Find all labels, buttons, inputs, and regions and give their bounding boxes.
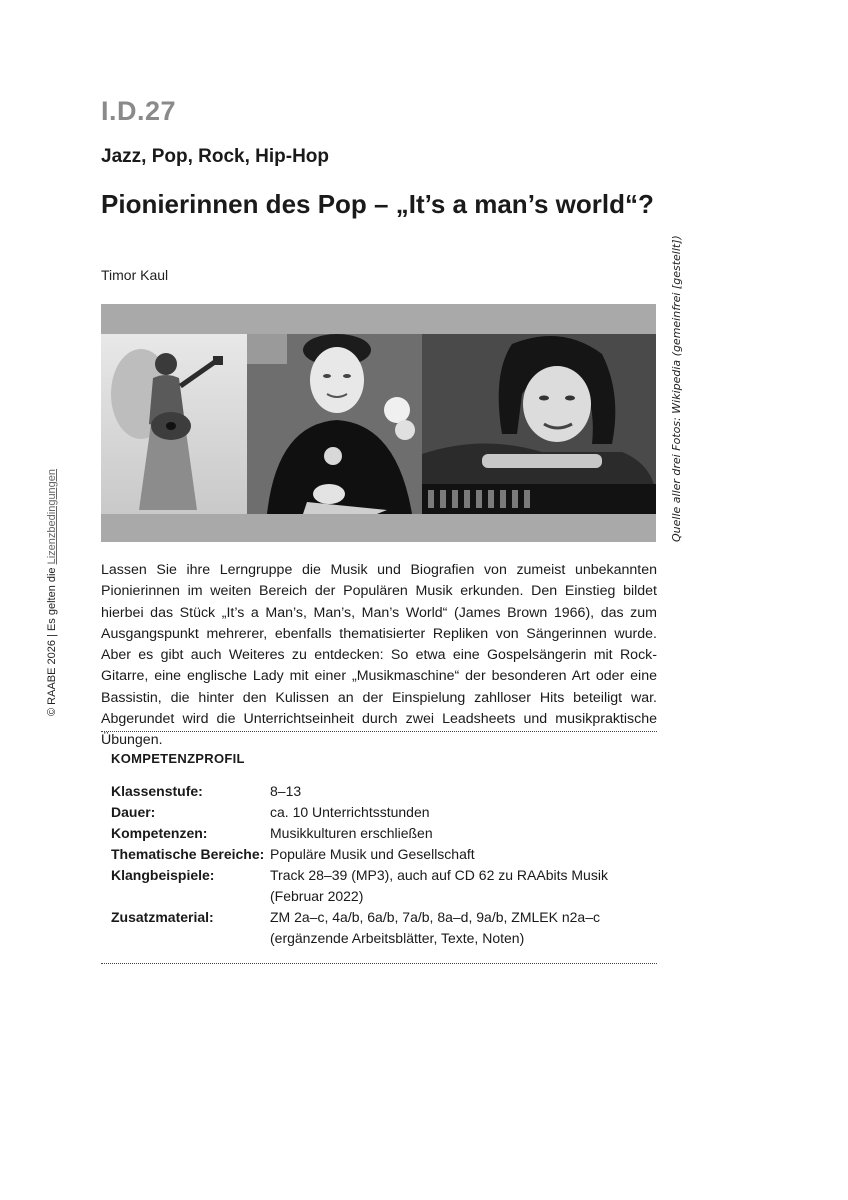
profile-key: Thematische Bereiche: — [111, 846, 265, 862]
intro-paragraph: Lassen Sie ihre Lerngruppe die Musik und Biografien von zumeist unbekannten Pionierinnen im weiten Bereich der Populären Musik erkunden. Den Einstieg bildet hierbei das Stück „It’s a Man’s, Man’s, Man’s World“ (James Brown 1966), das zum Ausgangspunkt mehrerer, ebenfalls thematisierter Repliken von Sängerinnen wurde. Aber es gibt auch Weiteres zu entdecken: So etwa eine Gospelsängerin mit Rock-Gitarre, eine englische Lady mit einer „Musikmaschine“ der besonderen Art oder eine Bassistin, die hinter den Kulissen an der Einspielung zahlloser Hits beteiligt war. Abgerundet wird die Unterrichtseinheit durch zwei Leadsheets und musikpraktische Übungen. — [101, 562, 657, 749]
table-row — [111, 823, 651, 844]
table-row — [111, 802, 651, 823]
photo-guitarist — [101, 334, 247, 514]
photo-lady-writing — [247, 334, 422, 514]
category-heading: Jazz, Pop, Rock, Hip-Hop — [101, 146, 330, 167]
unit-code: I.D.27 — [101, 96, 177, 126]
page-title: Pionierinnen des Pop – „It’s a man’s world“? — [101, 189, 654, 219]
table-row — [111, 907, 651, 949]
profile-value: Track 28–39 (MP3), auch auf CD 62 zu RAAbits Musik (Februar 2022) — [270, 867, 608, 904]
table-row — [111, 844, 651, 865]
lady-illustration — [247, 334, 422, 514]
author-name: Timor Kaul — [101, 267, 169, 283]
profile-value: Musikkulturen erschließen — [270, 825, 433, 841]
profile-value: Populäre Musik und Gesellschaft — [270, 846, 475, 862]
profile-key: Zusatzmaterial: — [111, 909, 214, 925]
table-row — [111, 781, 651, 802]
competence-profile-heading: KOMPETENZPROFIL — [111, 751, 245, 766]
license-link[interactable]: Lizenzbedingungen — [46, 468, 58, 565]
table-row — [111, 865, 651, 907]
competence-profile-table — [111, 781, 651, 949]
photo-woman-keyboard — [422, 334, 656, 514]
profile-value: ca. 10 Unterrichtsstunden — [270, 804, 430, 820]
woman-illustration — [422, 334, 656, 514]
profile-key: Dauer: — [111, 804, 156, 820]
profile-key: Klangbeispiele: — [111, 867, 215, 883]
dotted-divider-bottom — [101, 963, 657, 964]
profile-key: Klassenstufe: — [111, 783, 203, 799]
copyright-text: © RAABE 2026 | Es gelten die — [46, 564, 58, 716]
profile-value: 8–13 — [270, 783, 302, 799]
profile-value: ZM 2a–c, 4a/b, 6a/b, 7a/b, 8a–d, 9a/b, ZMLEK n2a–c (ergänzende Arbeitsblätter, Texte, Noten) — [270, 909, 600, 946]
photo-credit: Quelle aller drei Fotos: Wikipedia (gemeinfrei [gestellt]) — [670, 235, 683, 542]
profile-key: Kompetenzen: — [111, 825, 208, 841]
guitarist-illustration — [101, 334, 247, 514]
dotted-divider-top — [101, 731, 657, 732]
copyright-notice — [46, 469, 58, 716]
photo-strip — [101, 304, 656, 542]
